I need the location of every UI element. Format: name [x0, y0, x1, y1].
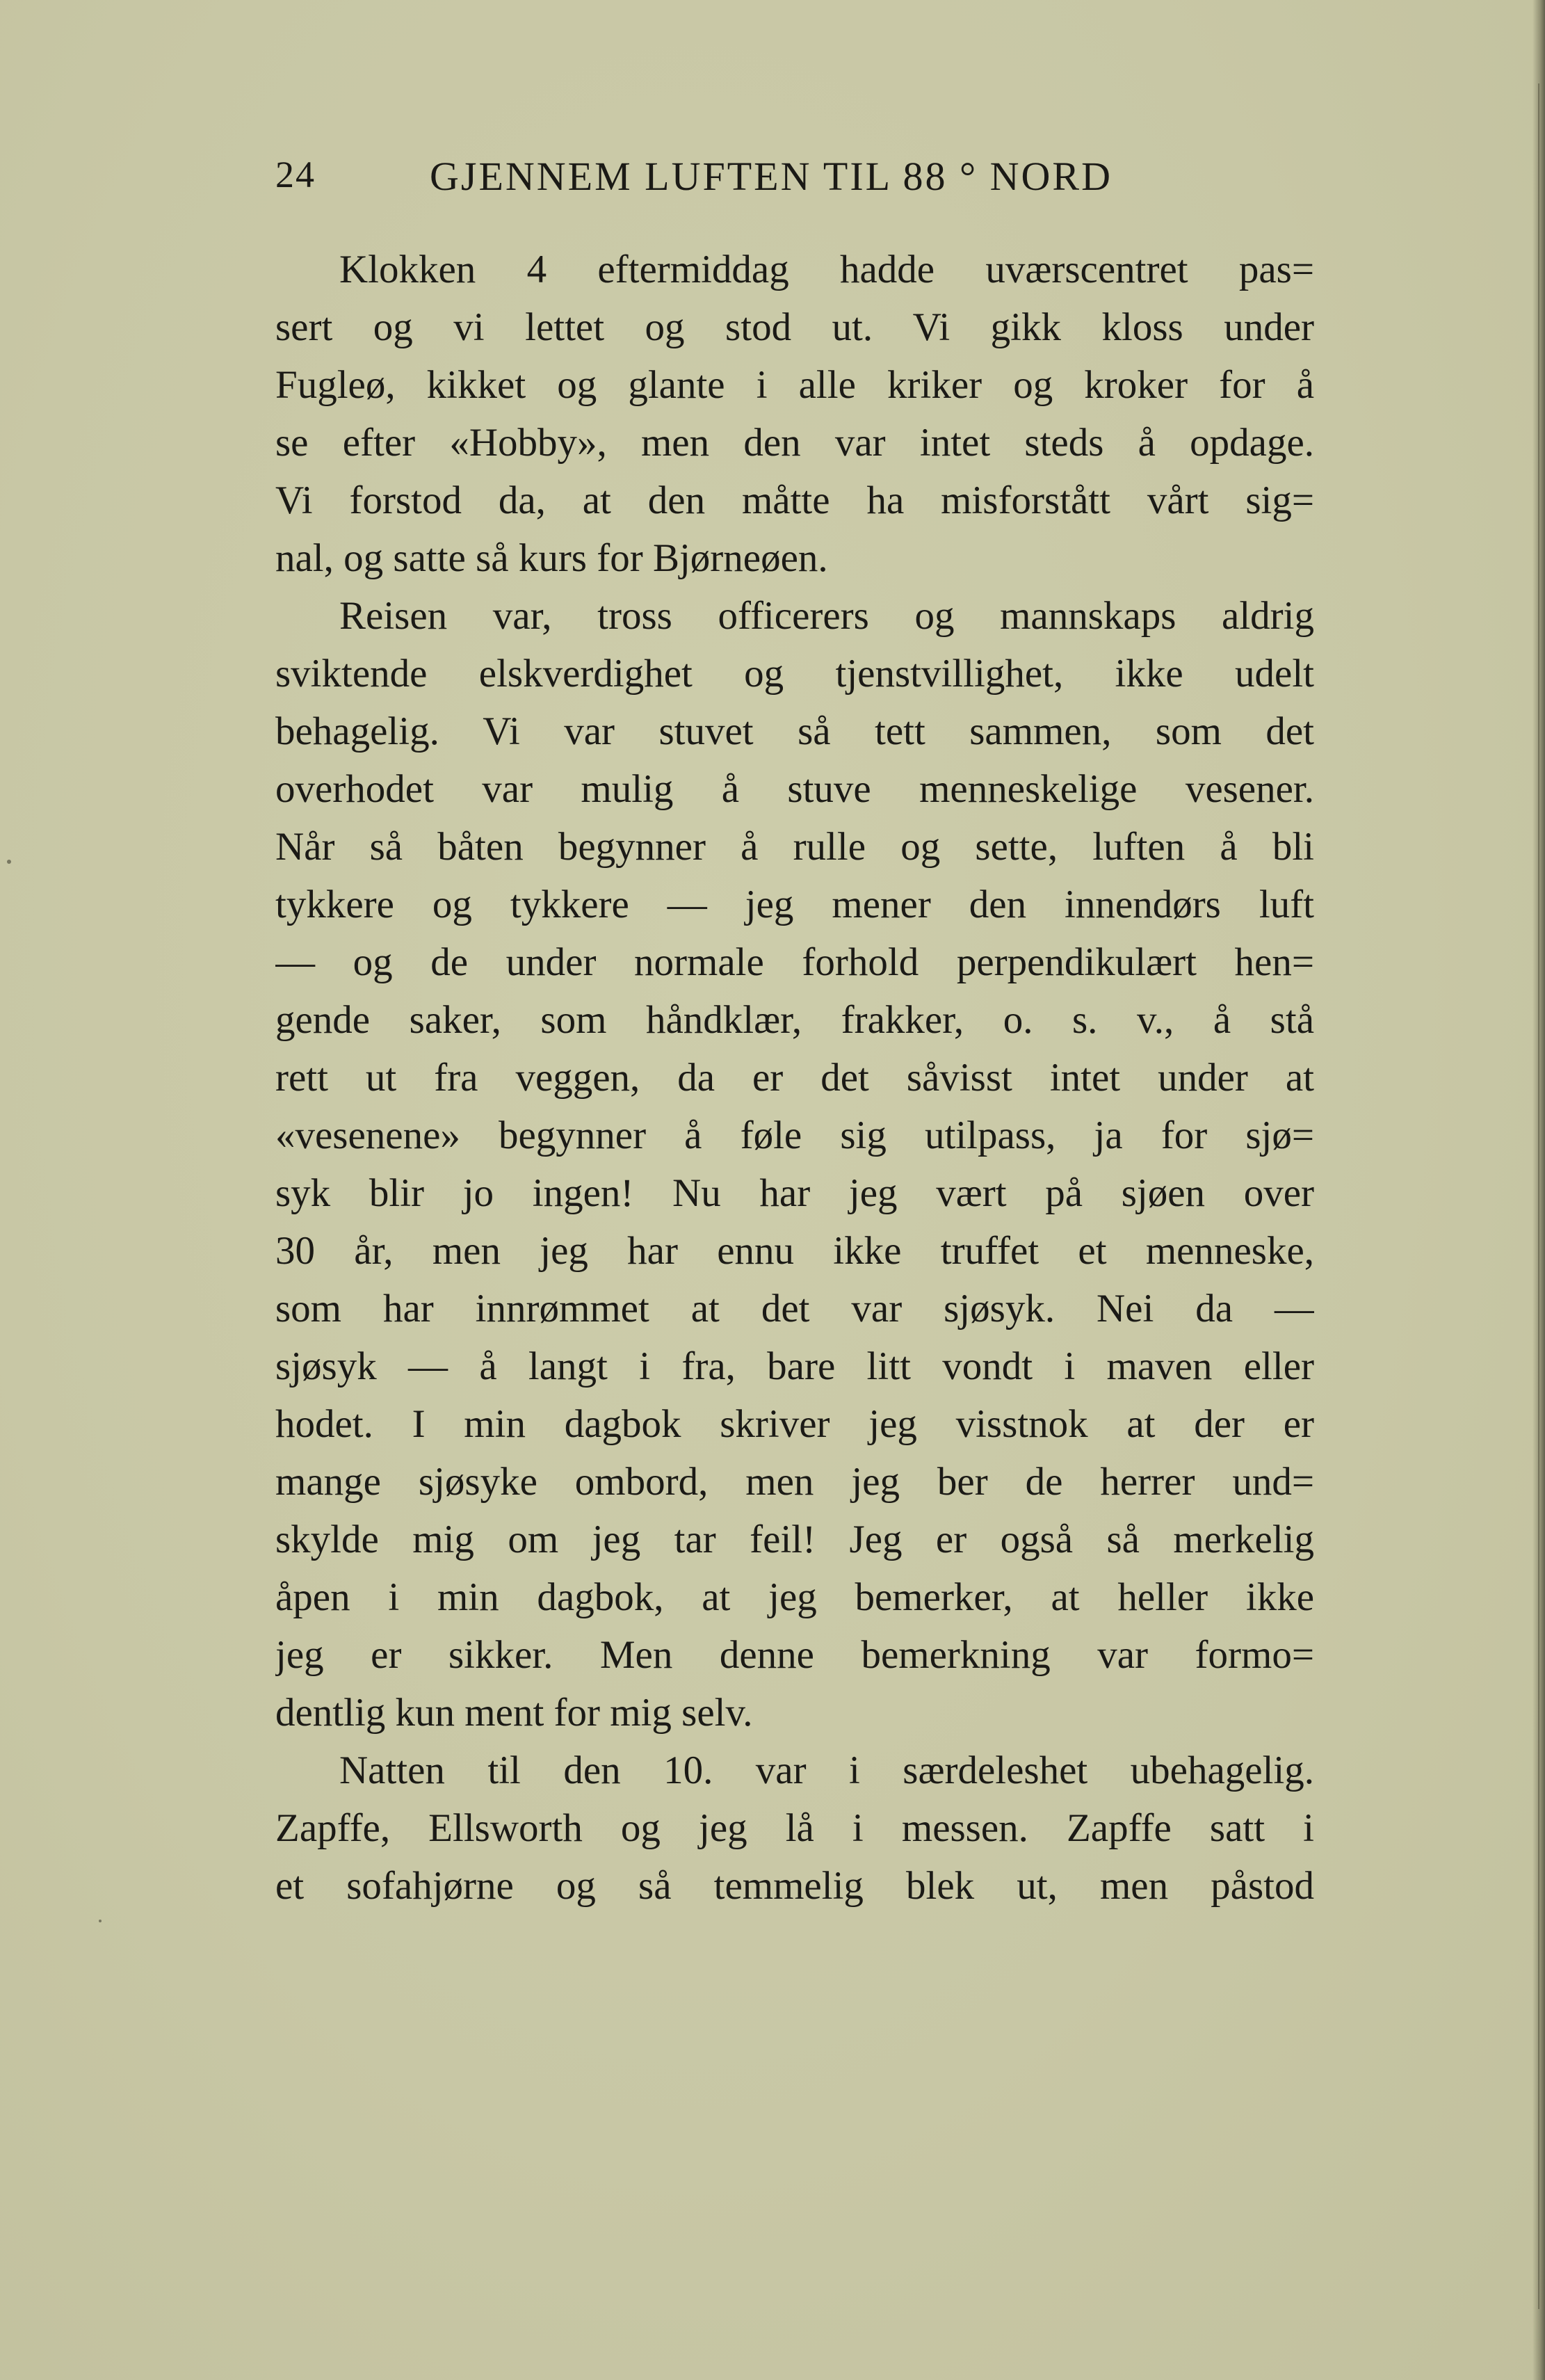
text-line: — og de under normale forhold perpendikulært hen=: [275, 940, 1314, 984]
text-line: syk blir jo ingen! Nu har jeg vært på sjøen over: [275, 1171, 1314, 1215]
text-line: se efter «Hobby», men den var intet steds å opdage.: [275, 421, 1314, 465]
paper-speck: [7, 860, 11, 864]
text-line: rett ut fra veggen, da er det såvisst intet under at: [275, 1056, 1314, 1100]
body-text: [275, 241, 1314, 1915]
text-line: som har innrømmet at det var sjøsyk. Nei da —: [275, 1287, 1314, 1330]
text-line: gende saker, som håndklær, frakker, o. s. v., å stå: [275, 998, 1314, 1042]
page-edge-line: [1538, 83, 1539, 2309]
text-line: Vi forstod da, at den måtte ha misforstått vårt sig=: [275, 479, 1314, 522]
text-line: åpen i min dagbok, at jeg bemerker, at heller ikke: [275, 1575, 1314, 1619]
text-line: dentlig kun ment for mig selv.: [275, 1691, 753, 1735]
text-line: nal, og satte så kurs for Bjørneøen.: [275, 536, 828, 580]
paper-speck: [99, 1920, 102, 1922]
page-header: [275, 153, 1318, 209]
text-line: Zapffe, Ellsworth og jeg lå i messen. Zapffe satt i: [275, 1806, 1314, 1850]
text-line: Når så båten begynner å rulle og sette, luften å bli: [275, 825, 1314, 869]
text-line: 30 år, men jeg har ennu ikke truffet et menneske,: [275, 1229, 1314, 1273]
text-line: «vesenene» begynner å føle sig utilpass, ja for sjø=: [275, 1113, 1314, 1157]
text-line: skylde mig om jeg tar feil! Jeg er også så merkelig: [275, 1518, 1314, 1561]
running-title: GJENNEM LUFTEN TIL 88 ° NORD: [430, 154, 1113, 199]
text-line: Fugleø, kikket og glante i alle kriker og kroker for å: [275, 363, 1314, 407]
text-line: et sofahjørne og så temmelig blek ut, men påstod: [275, 1864, 1314, 1908]
text-line: hodet. I min dagbok skriver jeg visstnok at der er: [275, 1402, 1314, 1446]
text-line: mange sjøsyke ombord, men jeg ber de herrer und=: [275, 1460, 1314, 1504]
text-line: jeg er sikker. Men denne bemerkning var formo=: [275, 1633, 1314, 1677]
text-line: sert og vi lettet og stod ut. Vi gikk kloss under: [275, 305, 1314, 349]
text-line: sjøsyk — å langt i fra, bare litt vondt i maven eller: [275, 1344, 1314, 1388]
text-line: tykkere og tykkere — jeg mener den innendørs luft: [275, 883, 1314, 926]
text-line: Reisen var, tross officerers og mannskaps aldrig: [339, 594, 1314, 638]
page-number: 24: [275, 154, 316, 195]
text-line: behagelig. Vi var stuvet så tett sammen, som det: [275, 709, 1314, 753]
text-line: Klokken 4 eftermiddag hadde uværscentret pas=: [339, 248, 1314, 291]
text-line: overhodet var mulig å stuve menneskelige vesener.: [275, 767, 1314, 811]
text-line: Natten til den 10. var i særdeleshet ubehagelig.: [339, 1748, 1314, 1792]
text-line: sviktende elskverdighet og tjenstvillighet, ikke udelt: [275, 652, 1314, 695]
